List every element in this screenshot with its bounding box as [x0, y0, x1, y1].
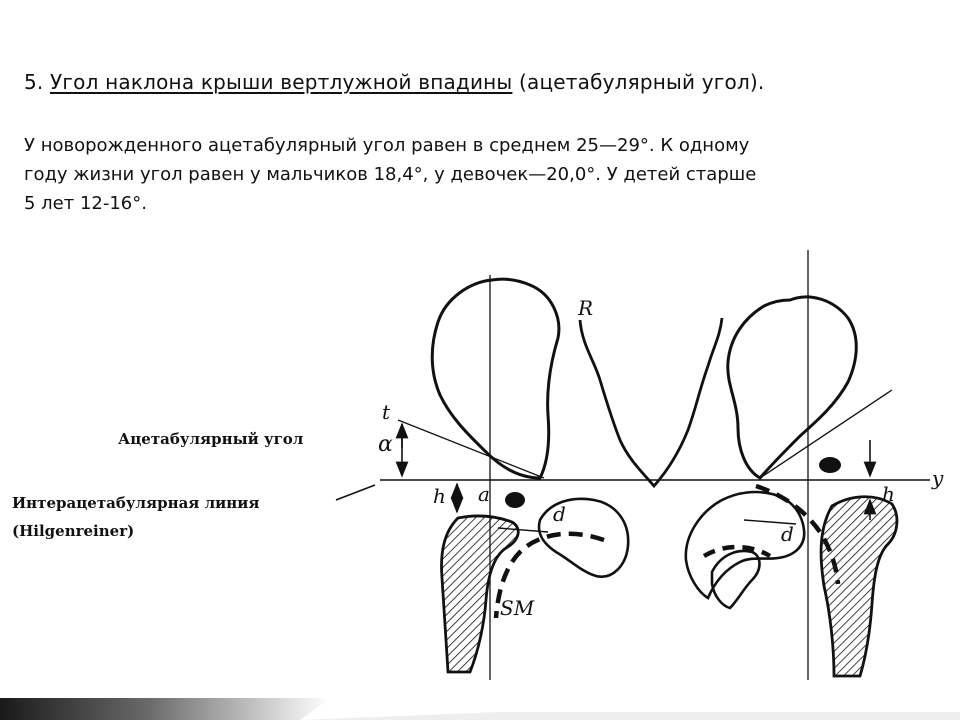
annotation-pointer [336, 485, 375, 500]
left-ilium-outline [432, 279, 559, 478]
left-ossification-dot [505, 492, 525, 508]
left-femur [442, 516, 519, 672]
label-h-left: h [433, 484, 446, 508]
annotation-hilgenreiner: (Hilgenreiner) [12, 522, 135, 540]
annotation-acetabular-angle: Ацетабулярный угол [118, 430, 304, 448]
annotation-interacetabular-line: Интерацетабулярная линия [12, 494, 260, 512]
label-h-right: h [882, 482, 895, 506]
label-d-right: d [781, 522, 794, 546]
label-y: y [932, 466, 944, 490]
left-tangent-line [398, 420, 544, 478]
label-R: R [578, 296, 594, 320]
label-SM: SM [500, 596, 535, 620]
label-d-left: d [553, 502, 566, 526]
paragraph-line: У новорожденного ацетабулярный угол равен в среднем 25—29°. К одному [24, 135, 750, 156]
paragraph-line: 5 лет 12-16°. [24, 193, 147, 214]
paragraph-line: году жизни угол равен у мальчиков 18,4°, у девочек—20,0°. У детей старше [24, 164, 757, 185]
heading-title: Угол наклона крыши вертлужной впадины [50, 70, 513, 94]
label-t: t [382, 400, 391, 424]
label-alpha: α [378, 432, 393, 457]
sacrum-line [580, 318, 722, 486]
label-a: a [478, 482, 490, 506]
heading-suffix: (ацетабулярный угол). [518, 70, 765, 94]
right-ilium-outline [728, 297, 856, 478]
right-femur [821, 497, 897, 676]
heading-number: 5. [24, 70, 44, 94]
decorative-bottom-bar [0, 698, 960, 720]
right-ossification-dot [819, 457, 841, 473]
